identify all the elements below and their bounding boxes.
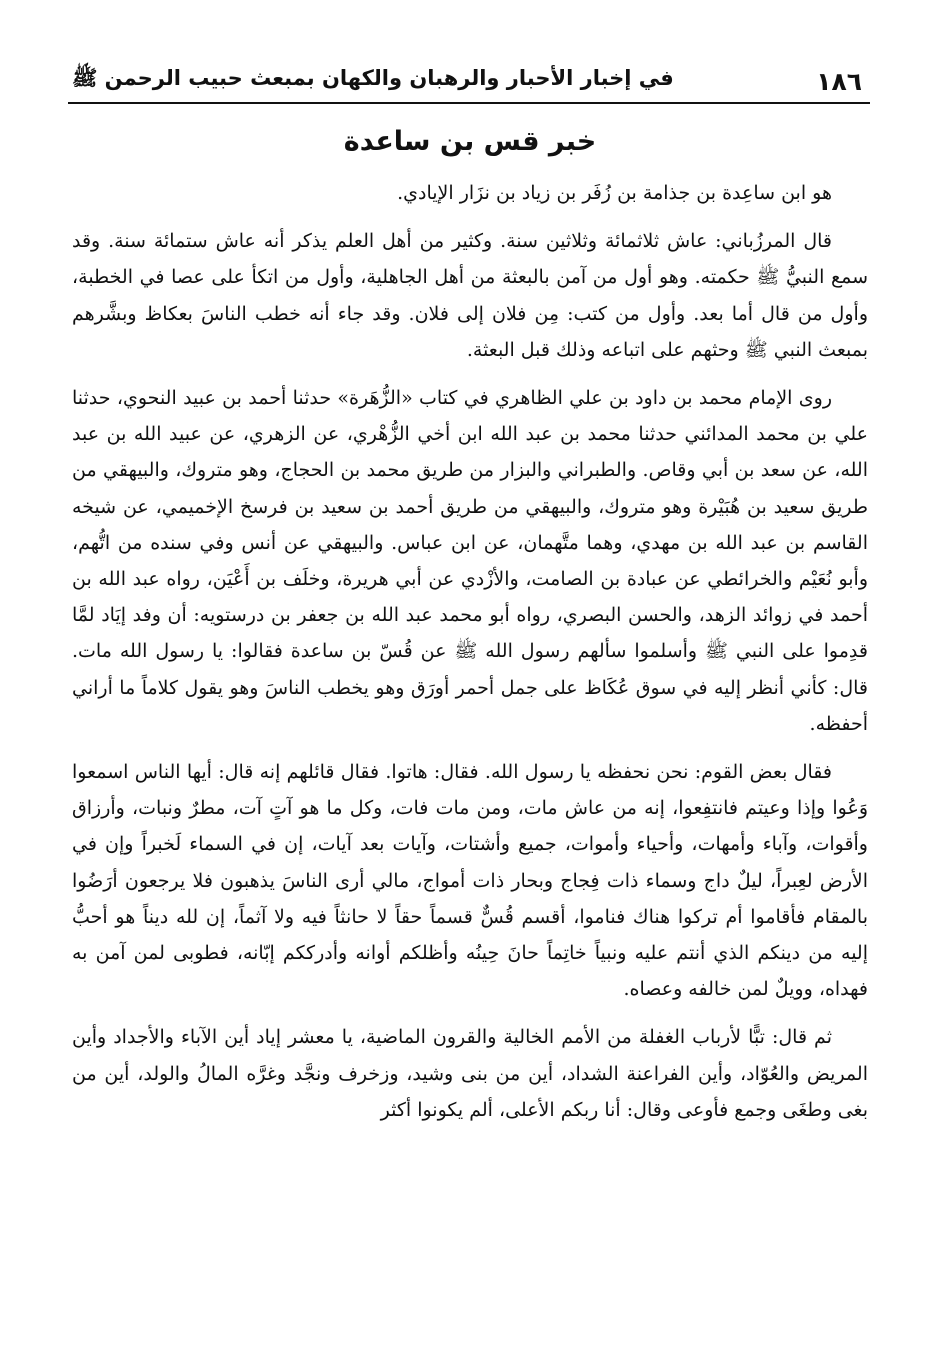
paragraph-biography: قال المرزُباني: عاش ثلاثمائة وثلاثين سنة. وكثير من أهل العلم يذكر أنه عاش ستمائة سنة. وقد سمع النبيُّ ﷺ حكمته. وهو أول من آمن بالبعثة من أهل الجاهلية، وأول من اتكأ على عصا في الخطبة، وأول من قال أما بعد. وأول من كتب: مِن فلان إلى فلان. وقد جاء أنه خطب الناسَ بعكاظ وبشَّرهم بمبعث النبي ﷺ وحثهم على اتباعه وذلك قبل البعثة. — [72, 230, 868, 361]
paragraph-sermon: فقال بعض القوم: نحن نحفظه يا رسول الله. فقال: هاتوا. فقال قائلهم إنه قال: أيها الناس اسمعوا وَعُوا وإذا وعيتم فانتفِعوا، إنه من عاش مات، ومن مات فات، وكل ما هو آتٍ آت، مطرٌ ونبات، وأرزاق وأقوات، وآباء وأمهات، وأحياء وأموات، جميع وأشتات، وآيات بعد آيات، إن في السماء لَخبراً وإن في الأرض لعِبراً، ليلٌ داج وسماء ذات فِجاج وبحار ذات أمواج، مالي أرى الناسَ يذهبون فلا يرجعون أرَضُوا بالمقام فأقاموا أم تركوا هناك فناموا، أقسم قُسٌّ قسماً حقاً لا حانثاً فيه ولا آثماً، إن لله ديناً هو أحبُّ إليه من دينكم الذي أنتم عليه ونبياً خاتِماً حانَ حِينُه وأظلكم أوانه وأدرككم إبّانه، فطوبى لمن آمن به فهداه، وويلٌ لمن خالفه وعصاه. — [72, 761, 868, 1001]
paragraph-lineage: هو ابن ساعِدة بن جذامة بن زُفَر بن زياد بن نزَار الإيادي. — [397, 182, 832, 204]
chapter-title: خبر قس بن ساعدة — [343, 126, 597, 157]
paragraph-narration-chain: روى الإمام محمد بن داود بن علي الظاهري في كتاب «الزُّهَرة» حدثنا أحمد بن عبيد النحوي، حدثنا علي بن محمد المدائني حدثنا محمد بن عبد الله ابن أخي الزُّهْري، عن الزهري، عن عبيد الله بن عبد الله، عن سعد بن أبي وقاص. والطبراني والبزار من طريق محمد بن الحجاج، وهو متروك، والبيهقي من طريق سعيد بن هُبَيْرة وهو متروك، والبيهقي من طريق أحمد بن سعيد بن فرسخ الإخميمي، عن شيخه القاسم بن عبد الله بن مهدي، وهما متَّهمان، عن ابن عباس. والبيهقي عن أنس وفي سنده من اتُّهم، وأبو نُعَيْم والخرائطي عن عبادة بن الصامت، والأزْدي عن أبي هريرة، وخلَف بن أَعْيَن، رواه عبد الله بن أحمد في زوائد الزهد، والحسن البصري، رواه أبو محمد عبد الله بن جعفر بن درستويه: أن وفد إيَاد لمَّا قدِموا على النبي ﷺ وأسلموا سألهم رسول الله ﷺ عن قُسّ بن ساعدة فقالوا: يا رسول الله مات. قال: كأني أنظر إليه في سوق عُكَاظ على جمل أحمر أورَق وهو يخطب الناسَ وهو يقول كلاماً ما أراني أحفظه. — [72, 387, 868, 735]
running-title: في إخبار الأحبار والرهبان والكهان بمبعث حبيب الرحمن ﷺ — [72, 66, 674, 90]
page-number: ١٨٦ — [816, 67, 862, 96]
header-rule — [68, 102, 870, 104]
paragraph-continuation: ثم قال: تبًّا لأرباب الغفلة من الأمم الخالية والقرون الماضية، يا معشر إياد أين الآباء والأجداد وأين المريض والعُوّاد، وأين الفراعنة الشداد، أين من بنى وشيد، وزخرف ونجَّد وغرَّه المالُ والولد، أين من بغى وطغَى وجمع فأوعى وقال: أنا ربكم الأعلى، ألم يكونوا أكثر — [72, 1026, 868, 1121]
running-header — [72, 56, 868, 102]
